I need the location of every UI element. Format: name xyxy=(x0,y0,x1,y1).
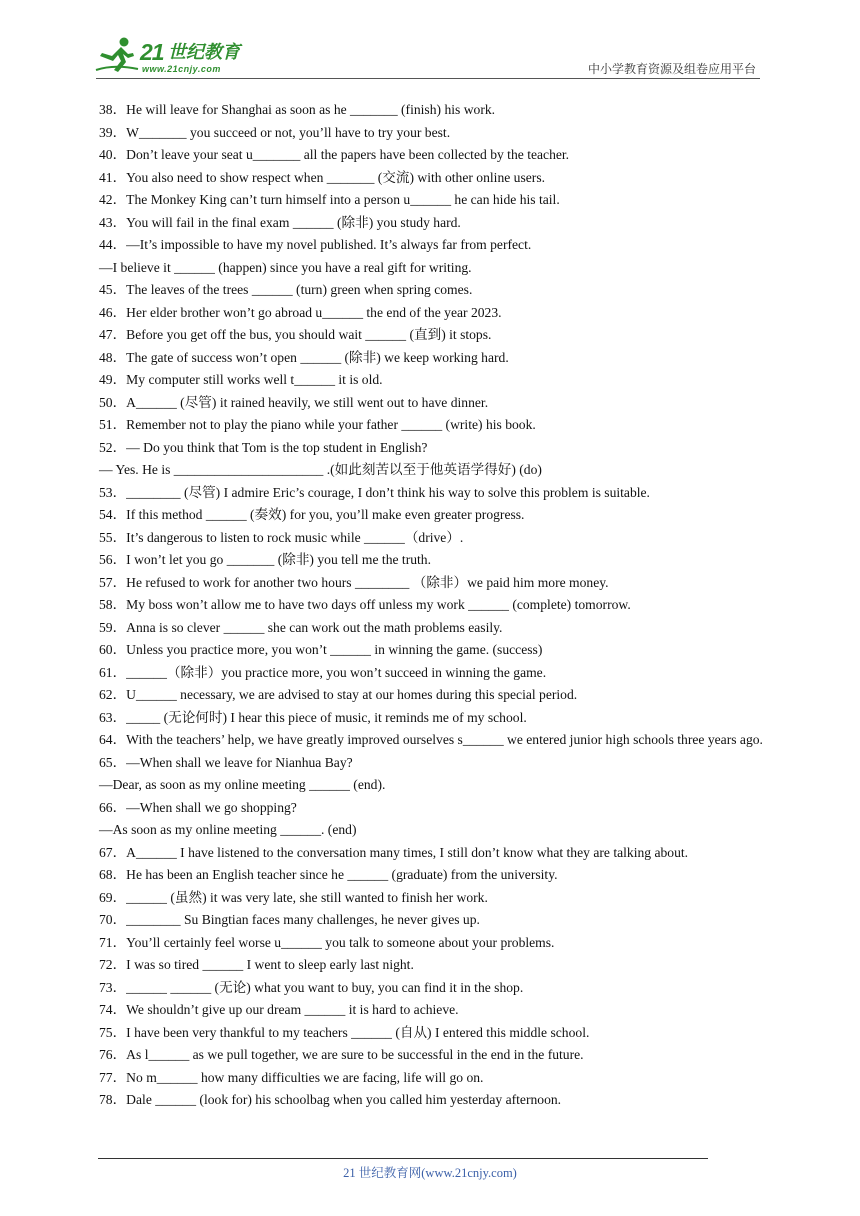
question-line: 74．We shouldn’t give up our dream ______ it is hard to achieve. xyxy=(99,1002,459,1017)
question-line: 62．U______ necessary, we are advised to stay at our homes during this special period. xyxy=(99,687,578,702)
answer-line: —As soon as my online meeting ______. (end) xyxy=(99,822,357,837)
question-line: 43．You will fail in the final exam ______ (除非) you study hard. xyxy=(99,214,461,230)
question-line: 72．I was so tired ______ I went to sleep early last night. xyxy=(99,957,414,972)
question-line: 51．Remember not to play the piano while your father ______ (write) his book. xyxy=(99,417,536,432)
question-line: 70．________ Su Bingtian faces many challenges, he never gives up. xyxy=(99,912,480,927)
question-line: 48．The gate of success won’t open ______ (除非) we keep working hard. xyxy=(99,349,509,365)
question-line: 71．You’ll certainly feel worse u______ you talk to someone about your problems. xyxy=(99,934,555,950)
page-header xyxy=(0,0,860,82)
header-platform-text: 中小学教育资源及组卷应用平台 xyxy=(587,62,756,76)
question-line: 61．______（除非）you practice more, you won’t succeed in winning the game. xyxy=(99,664,547,680)
question-line: 44．—It’s impossible to have my novel published. It’s always far from perfect. xyxy=(99,237,532,252)
question-line: 41．You also need to show respect when _______ (交流) with other online users. xyxy=(99,169,546,185)
question-line: 60．Unless you practice more, you won’t ______ in winning the game. (success) xyxy=(99,642,543,657)
answer-line: — Yes. He is ______________________ .(如此刻苦以至于他英语学得好) (do) xyxy=(99,462,542,477)
question-line: 69．______ (虽然) it was very late, she still wanted to finish her work. xyxy=(99,889,488,905)
site-logo xyxy=(94,36,264,76)
question-line: 39．W_______ you succeed or not, you’ll have to try your best. xyxy=(99,124,451,140)
question-line: 47．Before you get off the bus, you should wait ______ (直到) it stops. xyxy=(99,327,492,342)
question-line: 50．A______ (尽管) it rained heavily, we still went out to have dinner. xyxy=(99,394,489,410)
logo-number: 21 xyxy=(140,39,164,65)
footer-site-link[interactable]: 21 世纪教育网(www.21cnjy.com) xyxy=(343,1166,517,1180)
question-line: 66．—When shall we go shopping? xyxy=(99,799,297,815)
answer-line: —Dear, as soon as my online meeting ______ (end). xyxy=(99,777,386,792)
question-line: 55．It’s dangerous to listen to rock music while ______（drive）. xyxy=(99,529,464,545)
question-line: 65．—When shall we leave for Nianhua Bay? xyxy=(99,754,353,770)
question-line: 52．— Do you think that Tom is the top student in English? xyxy=(99,439,428,455)
question-line: 56．I won’t let you go _______ (除非) you tell me the truth. xyxy=(99,552,431,567)
question-line: 57．He refused to work for another two hours ________ （除非）we paid him more money. xyxy=(99,574,609,590)
runner-logo-icon xyxy=(94,36,140,74)
question-line: 49．My computer still works well t______ it is old. xyxy=(99,372,383,387)
question-line: 46．Her elder brother won’t go abroad u______ the end of the year 2023. xyxy=(99,304,502,320)
question-line: 58．My boss won’t allow me to have two days off unless my work ______ (complete) tomorrow. xyxy=(99,597,631,612)
question-line: 63．_____ (无论何时) I hear this piece of music, it reminds me of my school. xyxy=(99,709,527,725)
question-line: 38．He will leave for Shanghai as soon as he _______ (finish) his work. xyxy=(99,102,496,117)
question-line: 68．He has been an English teacher since he ______ (graduate) from the university. xyxy=(99,867,558,882)
footer-divider xyxy=(98,1158,708,1159)
question-line: 64．With the teachers’ help, we have greatly improved ourselves s______ we entered junior high schools three years ago. xyxy=(99,732,763,747)
question-line: 67．A______ I have listened to the conversation many times, I still don’t know what they are talking about. xyxy=(99,844,689,860)
question-line: 42．The Monkey King can’t turn himself into a person u______ he can hide his tail. xyxy=(99,192,560,207)
question-line: 73．______ ______ (无论) what you want to buy, you can find it in the shop. xyxy=(99,979,524,995)
answer-line: —I believe it ______ (happen) since you have a real gift for writing. xyxy=(99,259,472,275)
question-line: 77．No m______ how many difficulties we are facing, life will go on. xyxy=(99,1069,484,1085)
question-line: 75．I have been very thankful to my teachers ______ (自从) I entered this middle school. xyxy=(99,1024,590,1040)
logo-chinese-text: 世纪教育 xyxy=(168,42,240,63)
question-line: 59．Anna is so clever ______ she can work out the math problems easily. xyxy=(99,619,503,635)
logo-url: www.21cnjy.com xyxy=(142,64,221,74)
question-line: 45．The leaves of the trees ______ (turn) green when spring comes. xyxy=(99,282,473,297)
question-line: 54．If this method ______ (奏效) for you, you’ll make even greater progress. xyxy=(99,507,525,522)
question-line: 40．Don’t leave your seat u_______ all the papers have been collected by the teacher. xyxy=(99,147,570,162)
question-list xyxy=(99,99,765,1112)
question-line: 78．Dale ______ (look for) his schoolbag when you called him yesterday afternoon. xyxy=(99,1092,562,1107)
question-line: 53．________ (尽管) I admire Eric’s courage, I don’t think his way to solve this problem is suitable. xyxy=(99,484,650,500)
header-divider xyxy=(96,78,760,79)
question-line: 76．As l______ as we pull together, we are sure to be successful in the end in the future. xyxy=(99,1047,584,1062)
